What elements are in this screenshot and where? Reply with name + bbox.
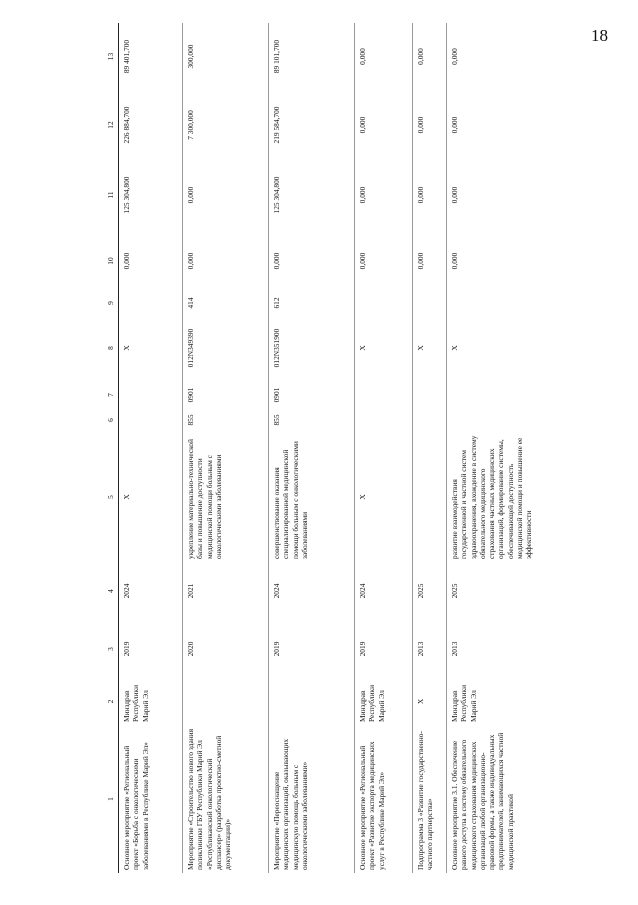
table-cell-code [119,408,183,432]
table-cell-amount: 0,000 [183,230,269,292]
table-cell-amount: 0,000 [355,90,413,160]
table-cell-executor: Минздрав Республики Марий Эл [122,684,150,722]
rotated-table-region [104,23,635,873]
table-cell-result: развитие взаимодействия государственной и частной систем здравоохранения, вхождение в систему обязательного медицинского страхования частных медицинских организаций, формирование системы, обеспечивающей доступность медицинской помощи и повышение ее эффективности [447,432,636,562]
table-cell-start: 2019 [355,620,413,678]
budget-table [104,23,635,873]
table-cell-code [355,382,413,408]
table-cell-executor: Минздрав Республики Марий Эл [447,678,636,725]
table-cell-start: 2019 [122,641,131,657]
column-header: 8 [104,314,119,382]
table-cell-name: Мероприятие «Переоснащение медицинских организаций, оказывающих медицинскую помощь больным с онкологическими заболеваниями» [269,725,355,873]
table-cell-amount: 0,000 [122,252,131,270]
table-cell-amount: 0,000 [413,230,447,292]
table-cell-amount: 7 300,000 [183,90,269,160]
table-cell-code [413,408,447,432]
table-cell-name: Основное мероприятие 3.1. Обеспечение равного доступа в систему обязательного медицинского страхования медицинских организаций любой организационно-правовой формы, а также индивидуальных предпринимателей, занимающихся частной медицинской практикой [447,725,636,873]
table-cell-code: 0901 [183,382,269,408]
table-cell-amount: 125 304,800 [269,160,355,230]
table-cell-code: 855 [269,408,355,432]
table-cell-name: Мероприятие «Строительство нового здания поликлиники ГБУ Республики Марий Эл «Республиканский онкологический диспансер» (разработка проектно-сметной документации)» [183,725,269,873]
table-cell-result: совершенствование оказания специализированной медицинской помощи больным с онкологическими заболеваниями [269,432,355,562]
table-cell-amount: 0,000 [447,90,636,160]
column-header: 12 [104,90,119,160]
table-cell-amount: 125 304,800 [122,176,131,214]
table-cell-code [119,382,183,408]
column-header: 5 [104,432,119,562]
table-cell-code [355,408,413,432]
table-cell-amount: 89 401,700 [122,39,131,74]
column-header: 11 [104,160,119,230]
table-row [413,23,447,873]
table-cell-executor: Х [413,678,447,725]
table-cell-code: Х [122,345,131,351]
table-cell-amount: 0,000 [413,90,447,160]
table-cell-start: 2013 [447,620,636,678]
table-cell-amount: 219 584,700 [269,90,355,160]
table-cell-name: Основное мероприятие «Региональный проект «Развитие экспорта медицинских услуг в Республике Марий Эл» [355,725,413,873]
table-cell-end: 2025 [447,562,636,620]
table-cell-executor [269,678,355,725]
table-cell-code: 855 [183,408,269,432]
table-cell-result: Х [122,494,131,500]
table-cell-code [447,408,636,432]
table-cell-executor: Минздрав Республики Марий Эл [355,678,413,725]
table-cell-end: 2025 [413,562,447,620]
table-cell-code [447,292,636,314]
table-cell-executor [183,678,269,725]
column-header: 2 [104,678,119,725]
table-cell-code [413,382,447,408]
table-row [119,23,183,873]
table-cell-code: 414 [183,292,269,314]
table-cell-amount: 0,000 [183,160,269,230]
table-cell-amount: 89 101,700 [269,23,355,90]
table-row [269,23,355,873]
column-header: 3 [104,620,119,678]
table-cell-amount: 0,000 [447,160,636,230]
table-cell-amount: 0,000 [447,23,636,90]
column-header: 10 [104,230,119,292]
table-cell-amount: 0,000 [269,230,355,292]
table-cell-amount: 300,000 [183,23,269,90]
column-header: 9 [104,292,119,314]
table-cell-result: Х [355,432,413,562]
table-cell-code: 012N349390 [183,314,269,382]
table-cell-code: Х [355,314,413,382]
table-cell-result [413,432,447,562]
table-cell-result: укрепление материально-технической базы и повышение доступности медицинской помощи больным с онкологическими заболеваниями [183,432,269,562]
page-number: 18 [591,26,608,45]
table-cell-amount: 0,000 [355,23,413,90]
table-cell-code [447,382,636,408]
table-cell-start: 2020 [183,620,269,678]
column-header: 7 [104,382,119,408]
table-cell-start: 2013 [413,620,447,678]
table-cell-name: Подпрограмма 3 «Развитие государственно-частного партнерства» [413,725,447,873]
table-cell-start: 2019 [269,620,355,678]
table-cell-end: 2021 [183,562,269,620]
column-header: 1 [104,725,119,873]
table-cell-amount: 0,000 [413,160,447,230]
table-row [447,23,636,873]
table-row [355,23,413,873]
table-cell-code: Х [413,314,447,382]
table-cell-code: 612 [269,292,355,314]
table-cell-code [413,292,447,314]
column-header: 13 [104,23,119,90]
table-cell-name: Основное мероприятие «Региональный проект «Борьба с онкологическими заболеваниями в Республике Марий Эл» [122,742,150,870]
table-cell-code: 012N351900 [269,314,355,382]
table-cell-code [119,292,183,314]
table-cell-amount: 226 884,700 [122,106,131,144]
table-row [183,23,269,873]
table-cell-amount: 0,000 [413,23,447,90]
table-cell-end: 2024 [122,583,131,599]
header-row [104,23,119,873]
table-cell-amount: 0,000 [447,230,636,292]
table-cell-amount: 0,000 [355,230,413,292]
table-cell-amount: 0,000 [355,160,413,230]
table-cell-code: Х [447,314,636,382]
column-header: 6 [104,408,119,432]
table-cell-code: 0901 [269,382,355,408]
column-header: 4 [104,562,119,620]
table-cell-end: 2024 [355,562,413,620]
table-cell-end: 2024 [269,562,355,620]
table-cell-code [355,292,413,314]
